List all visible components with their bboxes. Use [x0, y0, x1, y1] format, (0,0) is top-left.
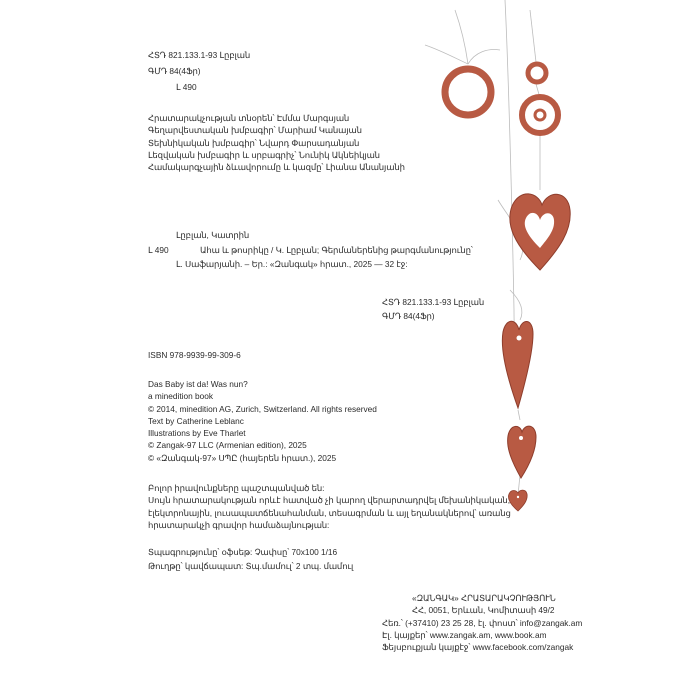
- catalog-author: Լըբլան, Կատրին: [176, 230, 250, 240]
- publisher-contacts: Հեռ.՝ (+37410) 23 25 28, էլ. փոստ՝ info@zangak.am: [382, 617, 583, 628]
- catalog-title: Ահա և թոսրիկը / Կ. Լըբլան; Գերմաներենից թարգմանությունը՝: [200, 245, 473, 255]
- top-udc: ՀՏԴ 821.133.1-93 Լըբլան: [148, 50, 251, 60]
- text-credit: Text by Catherine Leblanc: [148, 415, 244, 426]
- heart-ornament-small: [508, 490, 527, 511]
- ring-ornament-double: [522, 97, 558, 133]
- credit-director: Հրատարակչության տնօրեն՝ Էմմա Մարգսյան: [148, 113, 350, 123]
- illustration-credit: Illustrations by Eve Tharlet: [148, 428, 246, 439]
- armenian-edition-copyright-en: © Zangak-97 LLC (Armenian edition), 2025: [148, 440, 307, 451]
- catalog-mark: Լ 490: [148, 245, 169, 255]
- print-format: Տպագրությունը՝ օֆսեթ: Չափսը՝ 70x100 1/16: [148, 547, 338, 557]
- legal-line-4: հրատարակչի գրավոր համաձայնության:: [148, 519, 330, 530]
- heart-ornament-large: [510, 194, 570, 270]
- print-paper: Թուղթը՝ կավճապատ: Տպ.մամուլ՝ 2 տպ. մամուլ: [148, 561, 354, 571]
- heart-ornament-long: [502, 321, 533, 408]
- top-author-mark: Լ 490: [176, 82, 197, 92]
- publisher-name: «ԶԱՆԳԱԿ» ՀՐԱՏԱՐԱԿՉՈՒԹՅՈՒՆ: [412, 593, 556, 603]
- isbn: ISBN 978-9939-99-309-6: [148, 350, 241, 360]
- credit-tech-editor: Տեխնիկական խմբագիր՝ Նվարդ Փարսադանյան: [148, 137, 360, 148]
- original-title: Das Baby ist da! Was nun?: [148, 379, 248, 389]
- rights-block: [148, 378, 377, 464]
- armenian-edition-copyright-hy: © «Զանգակ-97» ՍՊԸ (հայերեն հրատ.), 2025: [148, 452, 337, 463]
- credit-art-editor: Գեղարվեստական խմբագիր՝ Մարիամ Կանայան: [148, 125, 362, 136]
- credits-block: [148, 112, 405, 173]
- publisher-address: ՀՀ, 0051, Երևան, Կոմիտասի 49/2: [412, 605, 555, 616]
- legal-line-2: Սույն հրատարակության որևէ հատված չի կարող վերարտադրվել մեխանիկական,: [148, 495, 510, 506]
- original-imprint: a minedition book: [148, 391, 214, 402]
- credit-language-editor: Լեզվական խմբագիր և սրբագրիչ՝ Նունիկ Ակնեիկյան: [148, 149, 380, 160]
- heart-ornament-medium: [508, 426, 536, 478]
- legal-notice: [148, 482, 511, 531]
- legal-line-3: էլեկտրոնային, լուսապատճենահանման, տեսագրման և այլ եղանակներով՝ առանց: [148, 507, 511, 518]
- ring-ornament-large: [445, 69, 491, 115]
- ring-ornament-small: [528, 64, 546, 82]
- credit-layout: Համակարգչային ձևավորումը և կազմը՝ Լիանա Անանյանի: [148, 162, 405, 173]
- print-info: [148, 545, 353, 573]
- original-copyright: © 2014, minedition AG, Zurich, Switzerland. All rights reserved: [148, 403, 377, 414]
- catalog-bbk: ԳՄԴ 84(4Ֆր): [382, 311, 435, 321]
- publisher-facebook: Ֆեյսբուքյան կայքէջ՝ www.facebook.com/zangak: [382, 642, 574, 653]
- top-bbk: ԳՄԴ 84(4Ֆր): [148, 66, 201, 76]
- publisher-block: [382, 592, 582, 653]
- publisher-websites: Էլ. կայքեր՝ www.zangak.am, www.book.am: [382, 629, 547, 640]
- catalog-udc: ՀՏԴ 821.133.1-93 Լըբլան: [382, 297, 485, 307]
- legal-line-1: Բոլոր իրավունքները պաշտպանված են:: [148, 483, 325, 493]
- catalog-publication: Լ. Սաֆարյանի. – Եր.: «Զանգակ» հրատ., 2025 — 32 էջ:: [176, 259, 408, 269]
